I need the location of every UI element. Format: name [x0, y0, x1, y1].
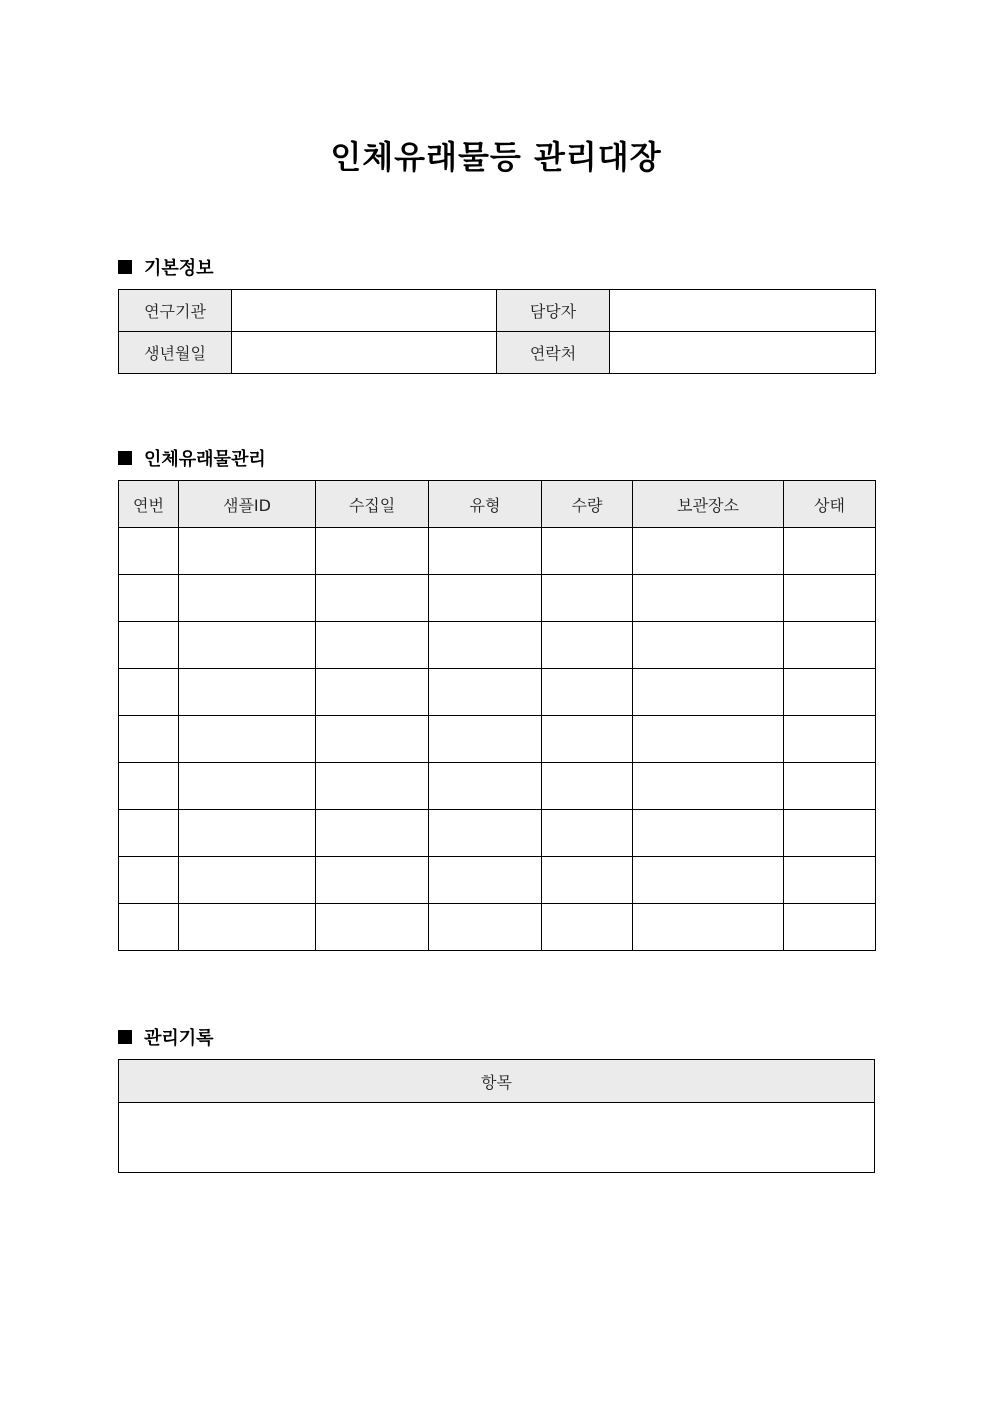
- cell[interactable]: [429, 763, 542, 810]
- cell[interactable]: [429, 575, 542, 622]
- cell[interactable]: [119, 857, 179, 904]
- cell[interactable]: [316, 716, 429, 763]
- table-row: [119, 857, 876, 904]
- column-header-sample-id: 샘플ID: [179, 481, 316, 528]
- cell[interactable]: [179, 575, 316, 622]
- cell[interactable]: [429, 716, 542, 763]
- column-header-no: 연번: [119, 481, 179, 528]
- cell[interactable]: [119, 528, 179, 575]
- column-header-status: 상태: [784, 481, 876, 528]
- cell[interactable]: [119, 904, 179, 951]
- table-row: [119, 332, 876, 374]
- page-title: 인체유래물등 관리대장: [330, 138, 662, 176]
- cell[interactable]: [542, 810, 633, 857]
- records-content-field[interactable]: [119, 1103, 875, 1173]
- table-row: [119, 810, 876, 857]
- square-bullet-icon: [118, 451, 132, 465]
- table-row: [119, 669, 876, 716]
- table-row: [119, 575, 876, 622]
- cell[interactable]: [316, 669, 429, 716]
- label-research-institute: 연구기관: [119, 290, 232, 332]
- column-header-quantity: 수량: [542, 481, 633, 528]
- label-manager: 담당자: [497, 290, 610, 332]
- cell[interactable]: [784, 622, 876, 669]
- section-heading-label: 인체유래물관리: [144, 449, 266, 470]
- cell[interactable]: [119, 763, 179, 810]
- sample-mgmt-table: [118, 480, 876, 951]
- square-bullet-icon: [118, 1030, 132, 1044]
- cell[interactable]: [542, 904, 633, 951]
- cell[interactable]: [633, 575, 784, 622]
- section-heading-sample-mgmt: [118, 445, 266, 471]
- cell[interactable]: [784, 716, 876, 763]
- cell[interactable]: [179, 763, 316, 810]
- birth-date-field[interactable]: [232, 332, 497, 374]
- column-header-item: 항목: [119, 1060, 875, 1103]
- cell[interactable]: [429, 669, 542, 716]
- cell[interactable]: [179, 904, 316, 951]
- cell[interactable]: [119, 810, 179, 857]
- cell[interactable]: [316, 810, 429, 857]
- table-row: [119, 716, 876, 763]
- cell[interactable]: [316, 622, 429, 669]
- cell[interactable]: [429, 528, 542, 575]
- table-row: [119, 622, 876, 669]
- cell[interactable]: [542, 716, 633, 763]
- cell[interactable]: [633, 669, 784, 716]
- manager-field[interactable]: [610, 290, 876, 332]
- cell[interactable]: [542, 528, 633, 575]
- table-header-row: [119, 481, 876, 528]
- cell[interactable]: [542, 669, 633, 716]
- cell[interactable]: [542, 575, 633, 622]
- column-header-storage-location: 보관장소: [633, 481, 784, 528]
- table-header-row: [119, 1060, 875, 1103]
- cell[interactable]: [633, 904, 784, 951]
- cell[interactable]: [784, 904, 876, 951]
- table-row: [119, 528, 876, 575]
- cell[interactable]: [429, 904, 542, 951]
- cell[interactable]: [633, 622, 784, 669]
- table-row: [119, 290, 876, 332]
- basic-info-table: [118, 289, 876, 374]
- cell[interactable]: [316, 575, 429, 622]
- table-row: [119, 1103, 875, 1173]
- cell[interactable]: [542, 857, 633, 904]
- cell[interactable]: [316, 904, 429, 951]
- cell[interactable]: [542, 622, 633, 669]
- cell[interactable]: [784, 810, 876, 857]
- cell[interactable]: [784, 669, 876, 716]
- cell[interactable]: [429, 622, 542, 669]
- square-bullet-icon: [118, 260, 132, 274]
- table-row: [119, 904, 876, 951]
- cell[interactable]: [119, 669, 179, 716]
- column-header-type: 유형: [429, 481, 542, 528]
- cell[interactable]: [429, 810, 542, 857]
- cell[interactable]: [633, 810, 784, 857]
- cell[interactable]: [119, 575, 179, 622]
- section-heading-records: [118, 1024, 214, 1050]
- column-header-collection-date: 수집일: [316, 481, 429, 528]
- table-row: [119, 763, 876, 810]
- label-contact: 연락처: [497, 332, 610, 374]
- cell[interactable]: [633, 857, 784, 904]
- cell[interactable]: [784, 763, 876, 810]
- contact-field[interactable]: [610, 332, 876, 374]
- cell[interactable]: [316, 857, 429, 904]
- cell[interactable]: [784, 857, 876, 904]
- cell[interactable]: [179, 669, 316, 716]
- section-heading-label: 기본정보: [144, 258, 214, 279]
- cell[interactable]: [119, 716, 179, 763]
- cell[interactable]: [179, 810, 316, 857]
- cell[interactable]: [784, 575, 876, 622]
- section-heading-label: 관리기록: [144, 1028, 214, 1049]
- cell[interactable]: [179, 857, 316, 904]
- cell[interactable]: [316, 528, 429, 575]
- cell[interactable]: [542, 763, 633, 810]
- records-table: [118, 1059, 875, 1173]
- cell[interactable]: [316, 763, 429, 810]
- cell[interactable]: [633, 763, 784, 810]
- cell[interactable]: [119, 622, 179, 669]
- cell[interactable]: [633, 716, 784, 763]
- label-birth-date: 생년월일: [119, 332, 232, 374]
- research-institute-field[interactable]: [232, 290, 497, 332]
- cell[interactable]: [633, 528, 784, 575]
- cell[interactable]: [179, 716, 316, 763]
- section-heading-basic-info: [118, 254, 214, 280]
- cell[interactable]: [784, 528, 876, 575]
- cell[interactable]: [179, 622, 316, 669]
- cell[interactable]: [429, 857, 542, 904]
- cell[interactable]: [179, 528, 316, 575]
